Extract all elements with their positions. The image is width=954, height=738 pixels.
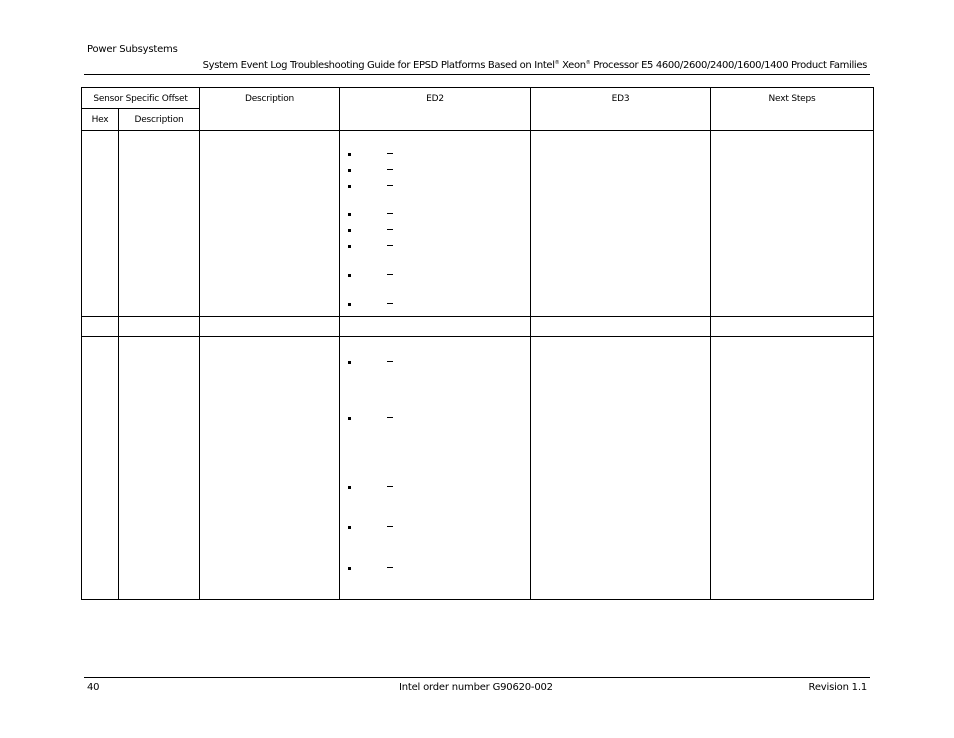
dash-icon <box>387 526 393 527</box>
list-item <box>340 225 530 237</box>
col-header-ed3: ED3 <box>531 88 711 131</box>
table-row <box>82 131 874 317</box>
list-item <box>340 413 530 425</box>
order-number: Intel order number G90620-002 <box>399 682 553 693</box>
list-item <box>340 563 530 575</box>
bullet-icon <box>348 169 351 172</box>
ed2-cell <box>340 337 531 600</box>
list-item <box>340 149 530 161</box>
col-header-sensor-specific-offset: Sensor Specific Offset <box>82 88 200 109</box>
dash-icon <box>387 567 393 568</box>
dash-icon <box>387 153 393 154</box>
offset-description-cell <box>119 337 200 600</box>
bullet-icon <box>348 229 351 232</box>
dash-icon <box>387 245 393 246</box>
page-number: 40 <box>87 682 100 693</box>
bullet-icon <box>348 213 351 216</box>
ed2-cell <box>340 317 531 337</box>
table-row <box>82 337 874 600</box>
dash-icon <box>387 417 393 418</box>
table-header-row <box>82 88 874 109</box>
col-header-ed2: ED2 <box>340 88 531 131</box>
table-row <box>82 317 874 337</box>
list-item <box>340 209 530 221</box>
dash-icon <box>387 361 393 362</box>
bullet-icon <box>348 567 351 570</box>
col-header-description: Description <box>200 88 340 131</box>
next-steps-cell <box>711 131 874 317</box>
bullet-icon <box>348 486 351 489</box>
ed3-cell <box>531 317 711 337</box>
dash-icon <box>387 229 393 230</box>
list-item <box>340 241 530 253</box>
ed2-cell <box>340 131 531 317</box>
list-item <box>340 482 530 494</box>
col-header-hex: Hex <box>82 109 119 131</box>
bullet-icon <box>348 245 351 248</box>
list-item <box>340 357 530 369</box>
hex-cell <box>82 337 119 600</box>
dash-icon <box>387 213 393 214</box>
description-cell <box>200 131 340 317</box>
next-steps-cell <box>711 317 874 337</box>
header-rule <box>84 74 870 75</box>
bullet-icon <box>348 185 351 188</box>
footer-rule <box>84 677 870 678</box>
revision-label: Revision 1.1 <box>808 682 867 693</box>
sensor-offset-table <box>81 87 874 600</box>
description-cell <box>200 317 340 337</box>
ed3-cell <box>531 337 711 600</box>
offset-description-cell <box>119 131 200 317</box>
hex-cell <box>82 317 119 337</box>
offset-description-cell <box>119 317 200 337</box>
hex-cell <box>82 131 119 317</box>
bullet-icon <box>348 526 351 529</box>
list-item <box>340 181 530 193</box>
dash-icon <box>387 303 393 304</box>
dash-icon <box>387 274 393 275</box>
bullet-icon <box>348 417 351 420</box>
ed3-cell <box>531 131 711 317</box>
list-item <box>340 165 530 177</box>
bullet-icon <box>348 153 351 156</box>
col-header-offset-description: Description <box>119 109 200 131</box>
description-cell <box>200 337 340 600</box>
list-item <box>340 522 530 534</box>
dash-icon <box>387 169 393 170</box>
running-header-section: Power Subsystems <box>87 44 178 55</box>
bullet-icon <box>348 303 351 306</box>
bullet-icon <box>348 274 351 277</box>
dash-icon <box>387 486 393 487</box>
next-steps-cell <box>711 337 874 600</box>
col-header-next-steps: Next Steps <box>711 88 874 131</box>
list-item <box>340 299 530 311</box>
bullet-icon <box>348 361 351 364</box>
running-header-title: System Event Log Troubleshooting Guide for EPSD Platforms Based on Intel® Xeon® Processor E5 4600/2600/2400/1600/1400 Product Families <box>202 60 867 71</box>
list-item <box>340 270 530 282</box>
dash-icon <box>387 185 393 186</box>
